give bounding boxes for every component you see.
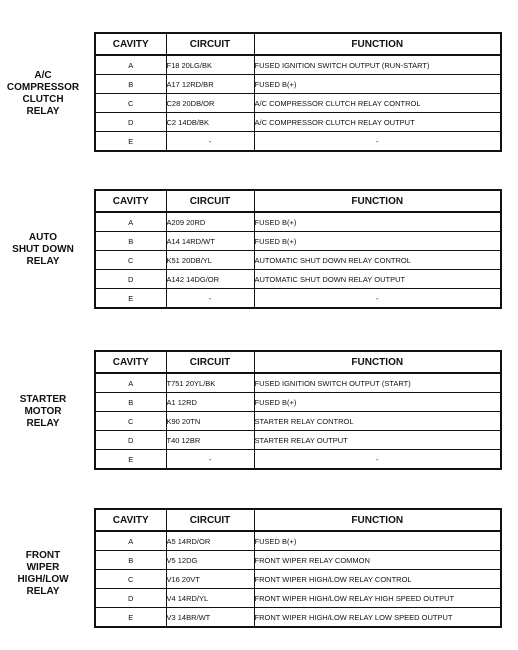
table-row [95, 431, 501, 450]
cavity-cell: E [95, 450, 166, 470]
header-circuit: CIRCUIT [166, 33, 254, 55]
cavity-cell: A [95, 531, 166, 551]
circuit-cell: C28 20DB/OR [166, 94, 254, 113]
function-cell: FRONT WIPER HIGH/LOW RELAY LOW SPEED OUTPUT [254, 608, 501, 628]
circuit-cell: C2 14DB/BK [166, 113, 254, 132]
table-row [95, 393, 501, 412]
function-cell: FRONT WIPER RELAY COMMON [254, 551, 501, 570]
table-row [95, 270, 501, 289]
function-cell: - [254, 289, 501, 309]
circuit-cell: A17 12RD/BR [166, 75, 254, 94]
cavity-cell: A [95, 55, 166, 75]
header-function: FUNCTION [254, 509, 501, 531]
function-cell: FRONT WIPER HIGH/LOW RELAY HIGH SPEED OUTPUT [254, 589, 501, 608]
pinout-table [94, 32, 502, 152]
table-row [95, 531, 501, 551]
table-row [95, 551, 501, 570]
pinout-table [94, 350, 502, 470]
table-row [95, 113, 501, 132]
function-cell: STARTER RELAY CONTROL [254, 412, 501, 431]
circuit-cell: - [166, 450, 254, 470]
pinout-table [94, 189, 502, 309]
cavity-cell: B [95, 551, 166, 570]
table-row [95, 251, 501, 270]
header-cavity: CAVITY [95, 509, 166, 531]
cavity-cell: B [95, 232, 166, 251]
relay-name: A/C COMPRESSOR CLUTCH RELAY [6, 70, 80, 117]
circuit-cell: A5 14RD/OR [166, 531, 254, 551]
cavity-cell: A [95, 373, 166, 393]
header-cavity: CAVITY [95, 33, 166, 55]
cavity-cell: E [95, 132, 166, 152]
table-row [95, 75, 501, 94]
circuit-cell: A209 20RD [166, 212, 254, 232]
circuit-cell: V4 14RD/YL [166, 589, 254, 608]
relay-name: STARTER MOTOR RELAY [19, 394, 67, 429]
header-cavity: CAVITY [95, 190, 166, 212]
cavity-cell: D [95, 113, 166, 132]
header-function: FUNCTION [254, 190, 501, 212]
cavity-cell: A [95, 212, 166, 232]
function-cell: AUTOMATIC SHUT DOWN RELAY CONTROL [254, 251, 501, 270]
header-cavity: CAVITY [95, 351, 166, 373]
function-cell: - [254, 132, 501, 152]
table-row [95, 132, 501, 152]
cavity-cell: C [95, 412, 166, 431]
function-cell: FUSED B(+) [254, 232, 501, 251]
circuit-cell: V16 20VT [166, 570, 254, 589]
function-cell: FRONT WIPER HIGH/LOW RELAY CONTROL [254, 570, 501, 589]
circuit-cell: V5 12DG [166, 551, 254, 570]
circuit-cell: K90 20TN [166, 412, 254, 431]
table-header-row [95, 509, 501, 531]
table-header-row [95, 190, 501, 212]
function-cell: FUSED IGNITION SWITCH OUTPUT (START) [254, 373, 501, 393]
function-cell: FUSED B(+) [254, 75, 501, 94]
function-cell: FUSED B(+) [254, 531, 501, 551]
circuit-cell: T40 12BR [166, 431, 254, 450]
cavity-cell: D [95, 270, 166, 289]
table-row [95, 212, 501, 232]
table-row [95, 289, 501, 309]
header-function: FUNCTION [254, 33, 501, 55]
cavity-cell: C [95, 251, 166, 270]
table-row [95, 94, 501, 113]
circuit-cell: - [166, 132, 254, 152]
header-circuit: CIRCUIT [166, 190, 254, 212]
circuit-cell: V3 14BR/WT [166, 608, 254, 628]
header-circuit: CIRCUIT [166, 351, 254, 373]
function-cell: A/C COMPRESSOR CLUTCH RELAY OUTPUT [254, 113, 501, 132]
table-row [95, 589, 501, 608]
relay-name: FRONT WIPER HIGH/LOW RELAY [17, 550, 69, 597]
circuit-cell: T751 20YL/BK [166, 373, 254, 393]
cavity-cell: D [95, 431, 166, 450]
circuit-cell: K51 20DB/YL [166, 251, 254, 270]
header-circuit: CIRCUIT [166, 509, 254, 531]
function-cell: AUTOMATIC SHUT DOWN RELAY OUTPUT [254, 270, 501, 289]
circuit-cell: A1 12RD [166, 393, 254, 412]
circuit-cell: - [166, 289, 254, 309]
table-row [95, 232, 501, 251]
table-row [95, 608, 501, 628]
cavity-cell: B [95, 75, 166, 94]
function-cell: FUSED B(+) [254, 212, 501, 232]
function-cell: FUSED B(+) [254, 393, 501, 412]
circuit-cell: F18 20LG/BK [166, 55, 254, 75]
function-cell: - [254, 450, 501, 470]
table-header-row [95, 351, 501, 373]
function-cell: A/C COMPRESSOR CLUTCH RELAY CONTROL [254, 94, 501, 113]
cavity-cell: C [95, 94, 166, 113]
table-row [95, 450, 501, 470]
function-cell: FUSED IGNITION SWITCH OUTPUT (RUN-START) [254, 55, 501, 75]
cavity-cell: D [95, 589, 166, 608]
table-row [95, 373, 501, 393]
circuit-cell: A142 14DG/OR [166, 270, 254, 289]
table-header-row [95, 33, 501, 55]
header-function: FUNCTION [254, 351, 501, 373]
function-cell: STARTER RELAY OUTPUT [254, 431, 501, 450]
cavity-cell: C [95, 570, 166, 589]
cavity-cell: B [95, 393, 166, 412]
circuit-cell: A14 14RD/WT [166, 232, 254, 251]
table-row [95, 570, 501, 589]
cavity-cell: E [95, 289, 166, 309]
pinout-table [94, 508, 502, 628]
cavity-cell: E [95, 608, 166, 628]
relay-name: AUTO SHUT DOWN RELAY [12, 232, 74, 267]
table-row [95, 412, 501, 431]
table-row [95, 55, 501, 75]
